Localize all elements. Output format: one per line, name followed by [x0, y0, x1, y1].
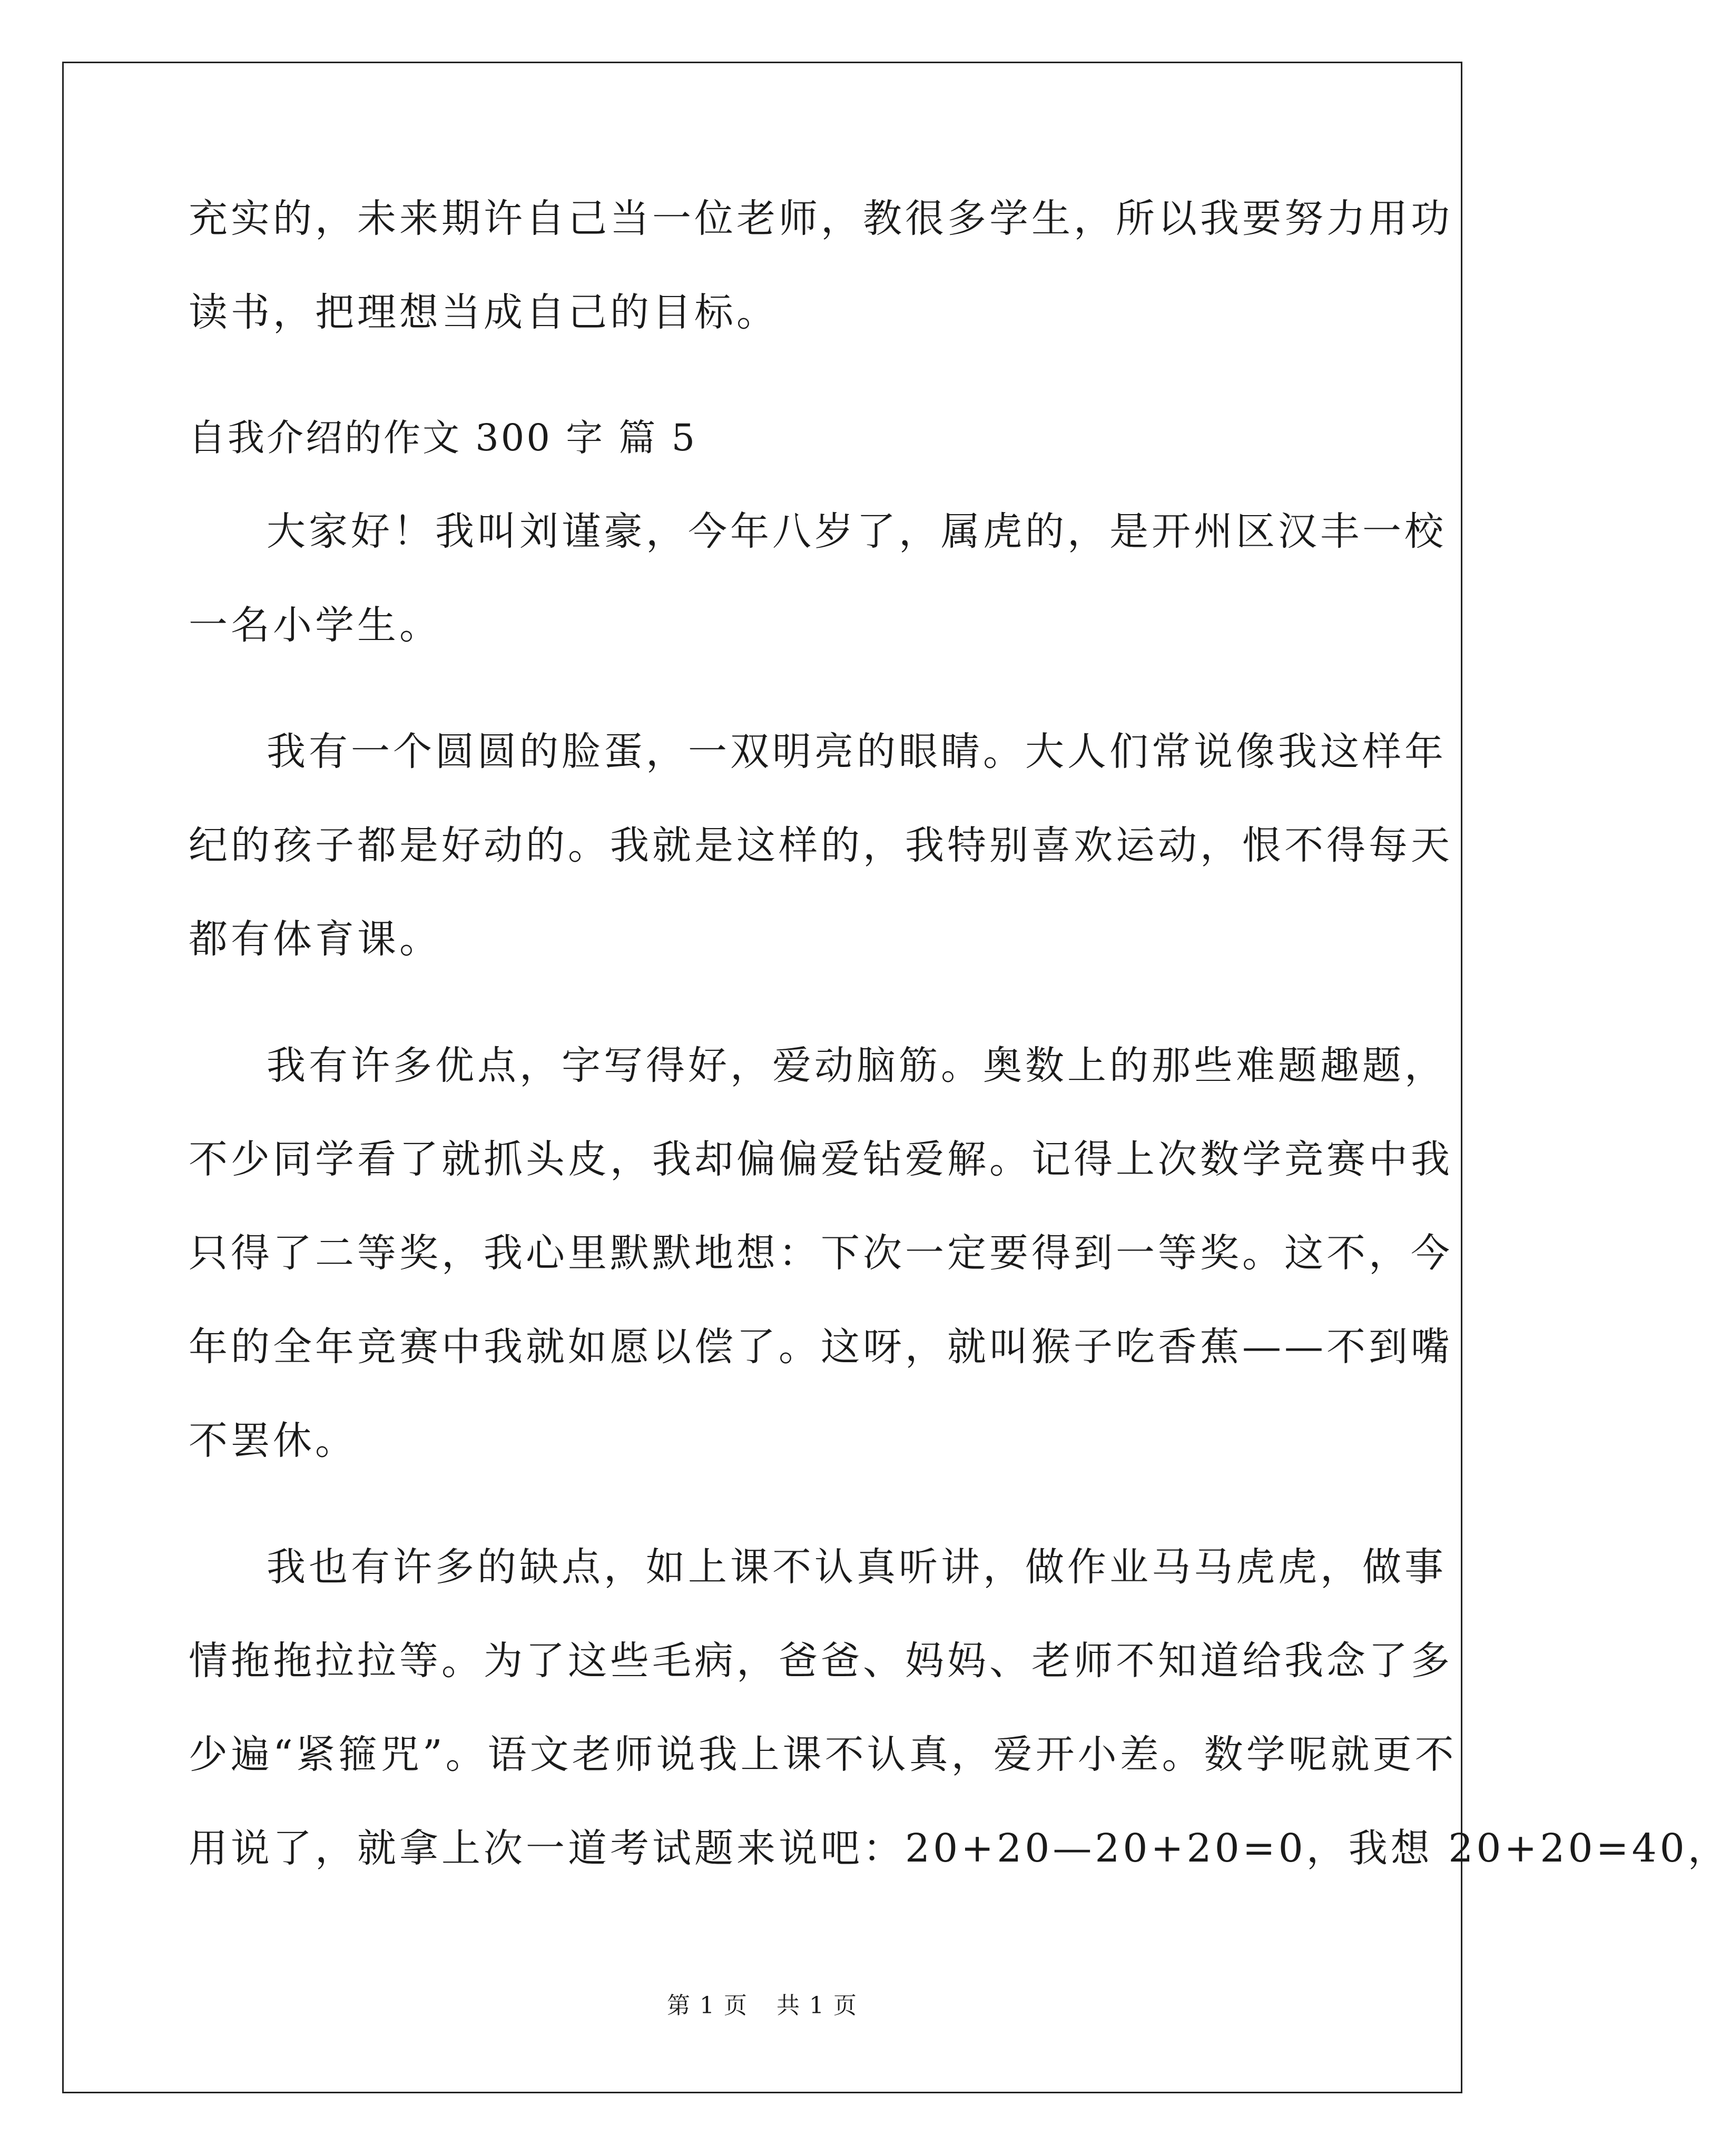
- text-line: 少遍“紧箍咒”。语文老师说我上课不认真，爱开小差。数学呢就更不: [189, 1732, 1457, 1777]
- text-line: 我也有许多的缺点，如上课不认真听讲，做作业马马虎虎，做事: [267, 1544, 1447, 1590]
- text-line: 年的全年竞赛中我就如愿以偿了。这呀，就叫猴子吃香蕉——不到嘴: [189, 1324, 1453, 1370]
- text-line: 大家好！我叫刘谨豪，今年八岁了，属虎的，是开州区汉丰一校: [267, 509, 1447, 554]
- page-footer: [0, 1991, 1525, 2021]
- text-line: 不罢休。: [189, 1418, 357, 1463]
- text-line: 不少同学看了就抓头皮，我却偏偏爱钻爱解。记得上次数学竞赛中我: [189, 1137, 1453, 1182]
- text-line: 读书，把理想当成自己的目标。: [189, 290, 779, 335]
- page-count: 共 1 页: [776, 1992, 858, 2019]
- text-line: 我有一个圆圆的脸蛋，一双明亮的眼睛。大人们常说像我这样年: [267, 729, 1447, 774]
- section-heading: 自我介绍的作文 300 字 篇 5: [189, 416, 697, 459]
- text-line: 情拖拖拉拉等。为了这些毛病，爸爸、妈妈、老师不知道给我念了多: [189, 1638, 1453, 1684]
- text-line: 纪的孩子都是好动的。我就是这样的，我特别喜欢运动，恨不得每天: [189, 823, 1453, 868]
- text-line: 我有许多优点，字写得好，爱动脑筋。奥数上的那些难题趣题，: [267, 1043, 1447, 1088]
- text-line: 一名小学生。: [189, 603, 441, 648]
- text-line: 用说了，就拿上次一道考试题来说吧：20+20—20+20=0，我想 20+20=40，: [189, 1826, 1730, 1871]
- text-line: 都有体育课。: [189, 917, 441, 962]
- page-number: 第 1 页: [667, 1992, 748, 2019]
- text-line: 只得了二等奖，我心里默默地想：下次一定要得到一等奖。这不，今: [189, 1230, 1453, 1276]
- text-line: 充实的，未来期许自己当一位老师，教很多学生，所以我要努力用功: [189, 196, 1453, 241]
